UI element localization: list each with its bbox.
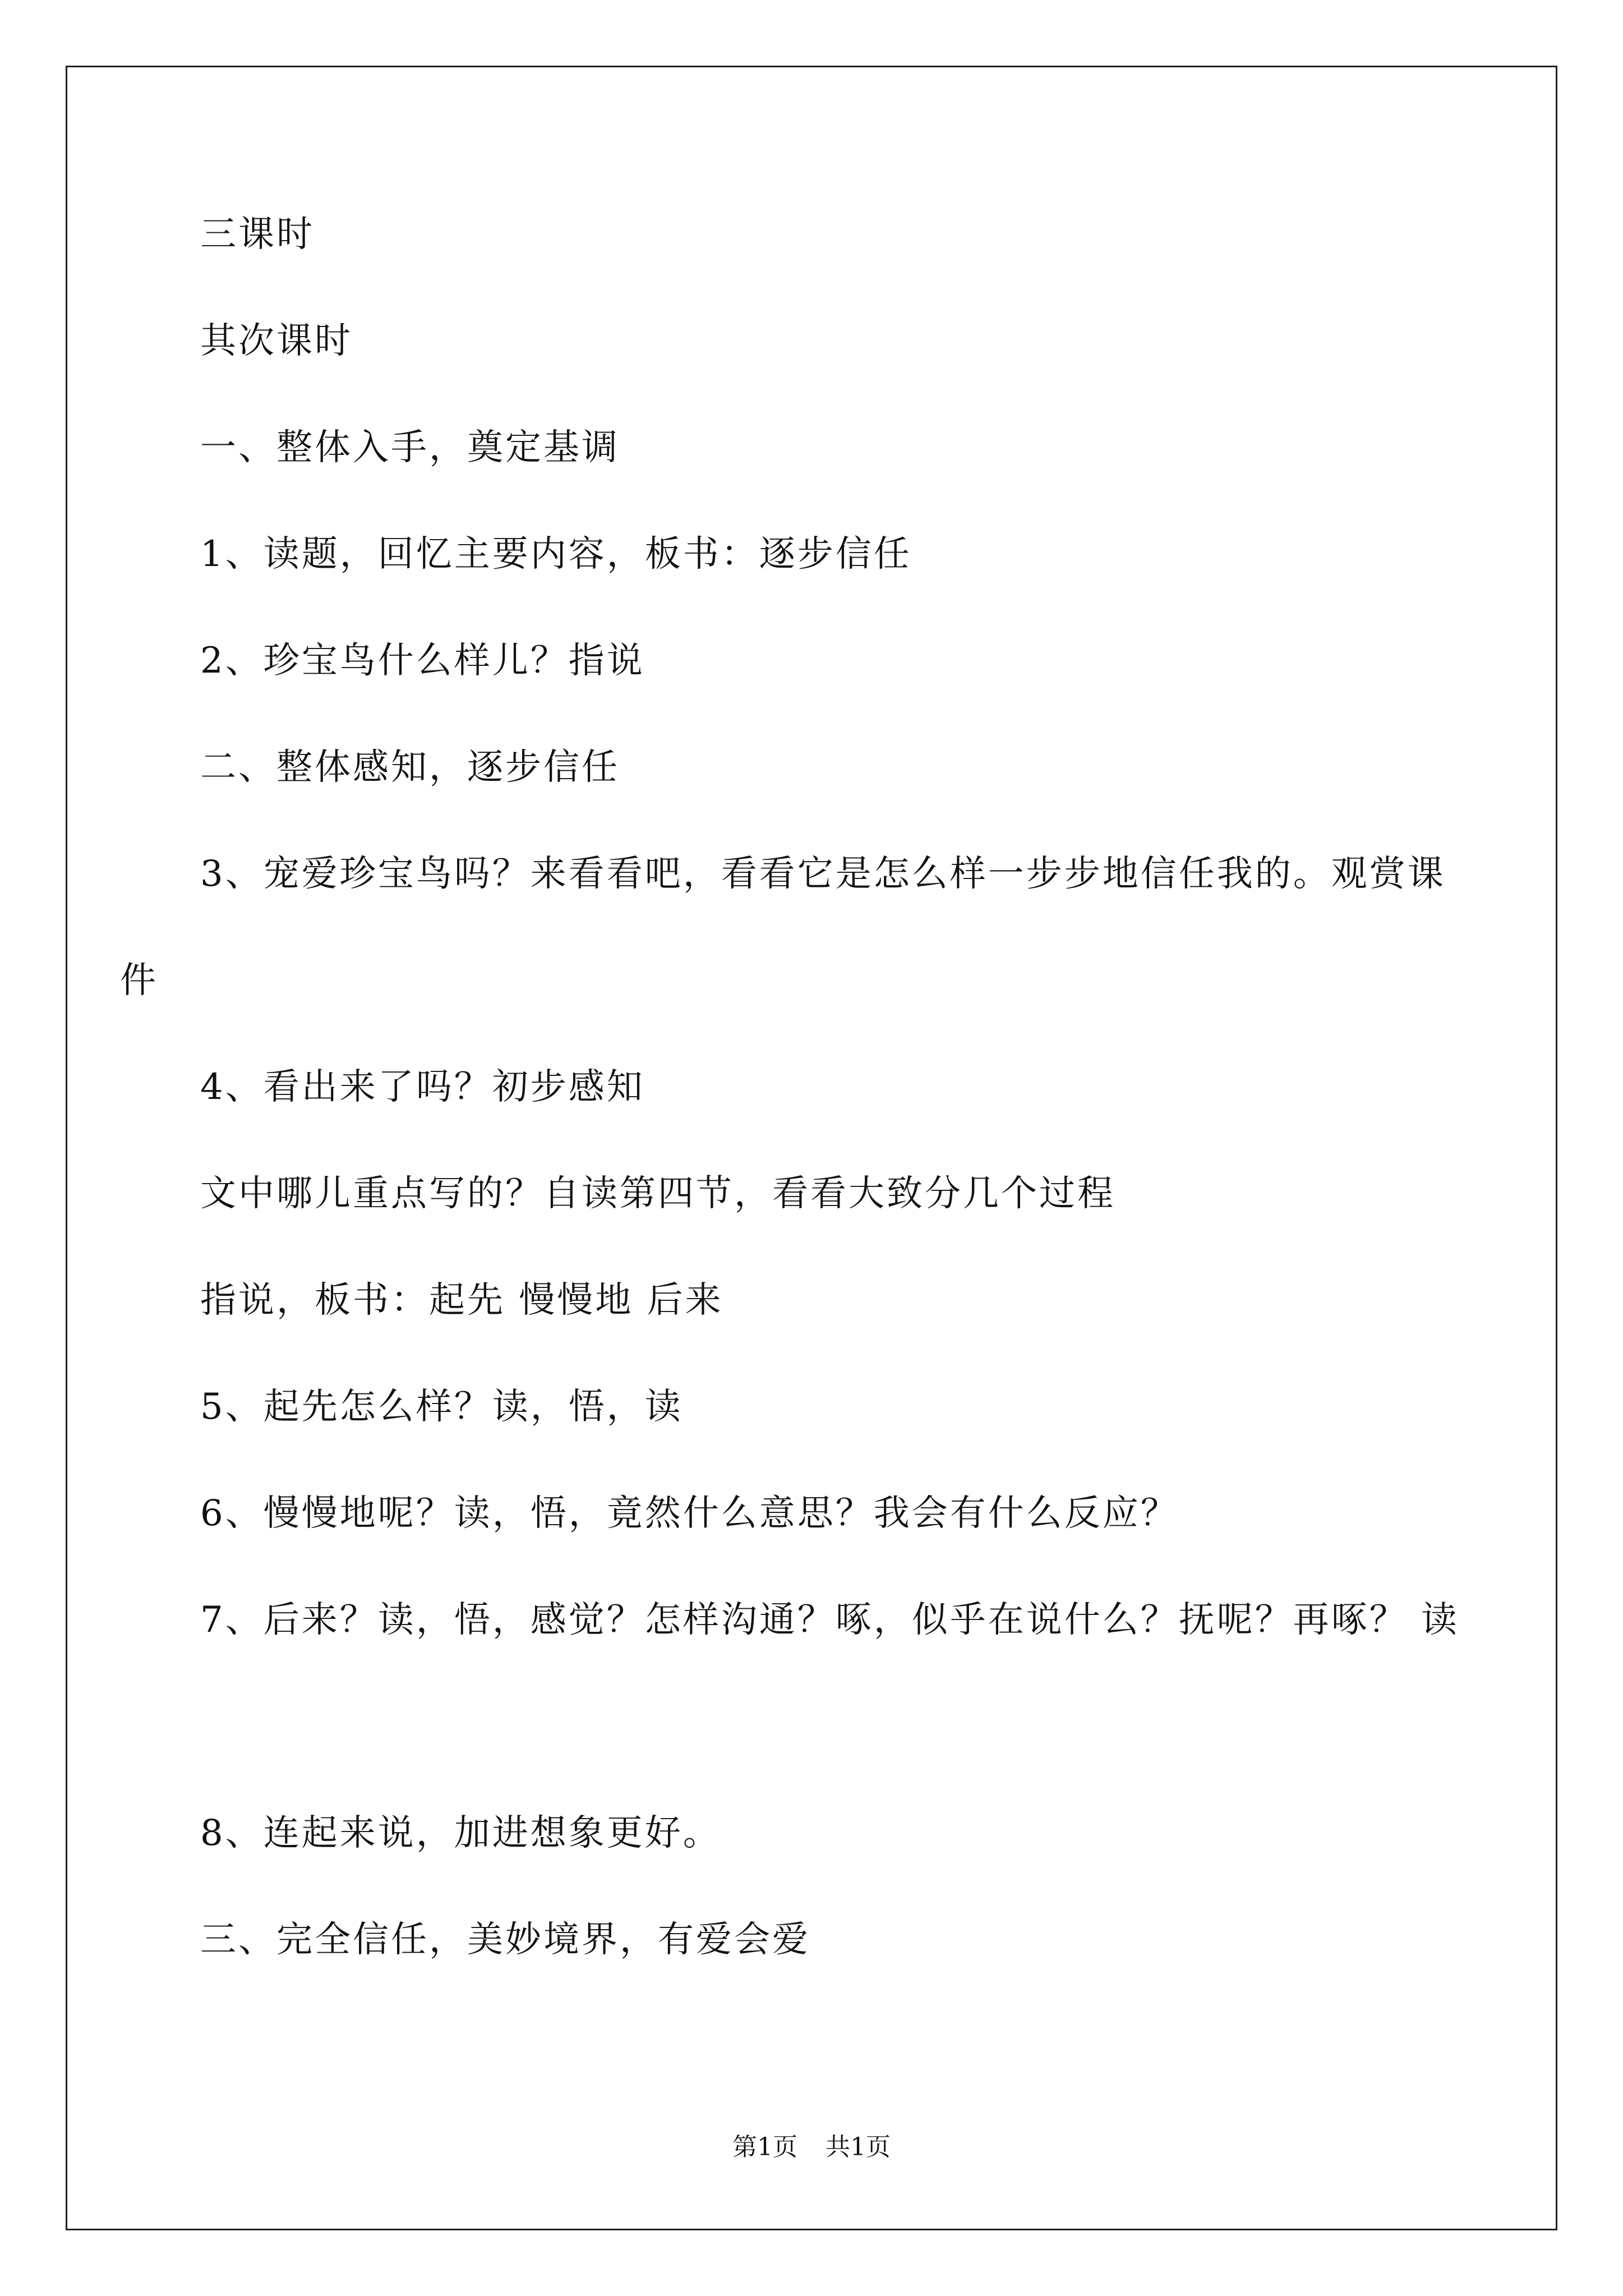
text-line: 1、读题，回忆主要内容，板书：逐步信任 — [200, 533, 912, 575]
text-line: 5、起先怎么样？读，悟，读 — [200, 1386, 683, 1428]
text-line: 2、珍宝鸟什么样儿？指说 — [200, 640, 645, 682]
text-line: 6、慢慢地呢？读，悟，竟然什么意思？我会有什么反应？ — [200, 1493, 1179, 1534]
text-paragraph: 3、宠爱珍宝鸟吗？来看看吧，看看它是怎么样一步步地信任我的。观赏课件 — [120, 853, 1446, 1001]
text-line: 4、看出来了吗？初步感知 — [200, 1066, 645, 1108]
text-line: 指说，板书：起先 慢慢地 后来 — [200, 1280, 723, 1321]
page-frame — [66, 66, 1557, 2230]
page-footer — [0, 2132, 1623, 2163]
page-number-current: 第1页 — [732, 2133, 797, 2161]
text-line: 二、整体感知，逐步信任 — [200, 747, 620, 788]
text-line: 三、完全信任，美妙境界，有爱会爱 — [200, 1919, 810, 1961]
text-line: 8、连起来说，加进想象更好。 — [200, 1812, 721, 1854]
text-paragraph: 7、后来？读，悟，感觉？怎样沟通？啄，似乎在说什么？抚呢？再啄？ 读 — [200, 1599, 1460, 1641]
text-line: 其次课时 — [200, 320, 353, 362]
text-line: 文中哪儿重点写的？自读第四节，看看大致分几个过程 — [200, 1173, 1115, 1214]
text-line: 三课时 — [200, 214, 315, 255]
page-number-total: 共1页 — [826, 2133, 891, 2161]
text-line: 一、整体入手，奠定基调 — [200, 427, 620, 468]
